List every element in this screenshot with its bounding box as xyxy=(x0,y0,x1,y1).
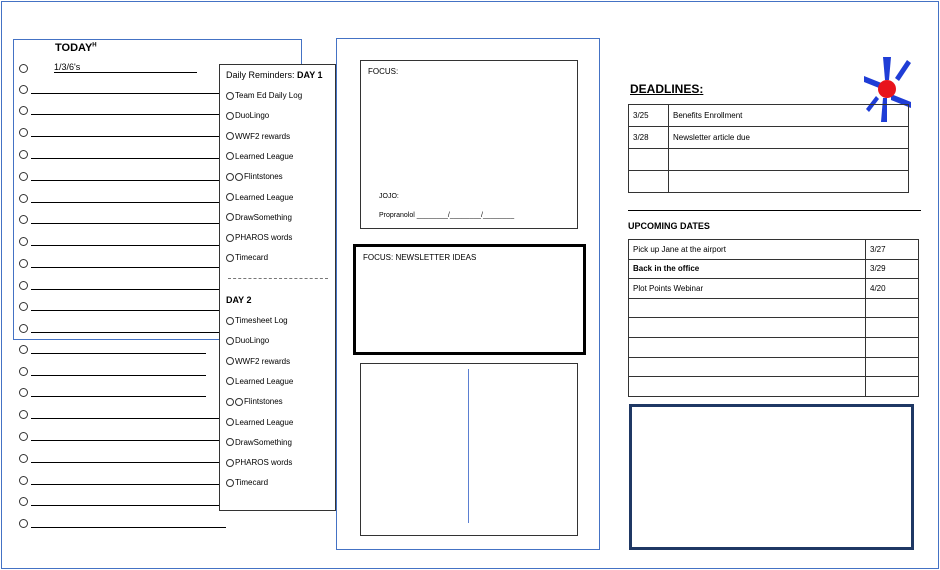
reminder-label: WWF2 rewards xyxy=(235,356,291,366)
today-checkbox[interactable] xyxy=(19,324,28,333)
reminder-item[interactable] xyxy=(226,458,292,467)
checkbox-circle-icon[interactable] xyxy=(226,254,234,262)
upcoming-date xyxy=(866,357,919,377)
today-checkbox[interactable] xyxy=(19,172,28,181)
newsletter-ideas-box xyxy=(353,244,586,355)
today-line xyxy=(31,332,226,333)
upcoming-text xyxy=(629,318,866,338)
reminder-item[interactable] xyxy=(226,397,283,406)
checkbox-circle-icon[interactable] xyxy=(226,357,234,365)
upcoming-date: 4/20 xyxy=(866,279,919,299)
reminder-label: Flintstones xyxy=(244,397,283,407)
deadline-row xyxy=(629,171,909,193)
deadline-text xyxy=(669,171,909,193)
deadline-date xyxy=(629,149,669,171)
checkbox-circle-icon[interactable] xyxy=(226,92,234,100)
checkbox-circle-icon[interactable] xyxy=(235,398,243,406)
reminder-label: Timesheet Log xyxy=(235,316,288,325)
checkbox-circle-icon[interactable] xyxy=(226,152,234,160)
reminder-label: Learned League xyxy=(235,192,294,202)
deadline-text: Benefits Enrollment xyxy=(669,105,909,127)
checkbox-circle-icon[interactable] xyxy=(226,479,234,487)
today-checkbox[interactable] xyxy=(19,497,28,506)
reminder-label: Team Ed Daily Log xyxy=(235,91,303,100)
upcoming-row xyxy=(629,318,919,338)
upcoming-text xyxy=(629,357,866,377)
upcoming-row xyxy=(629,279,919,299)
upcoming-date xyxy=(866,298,919,318)
upcoming-date xyxy=(866,377,919,397)
today-checkbox[interactable] xyxy=(19,106,28,115)
checkbox-circle-icon[interactable] xyxy=(226,132,234,140)
today-checkbox[interactable] xyxy=(19,85,28,94)
blank-notes-box xyxy=(360,363,578,536)
upcoming-row xyxy=(629,298,919,318)
checkbox-circle-icon[interactable] xyxy=(226,193,234,201)
upcoming-text: Pick up Jane at the airport xyxy=(629,240,866,260)
today-checkbox[interactable] xyxy=(19,367,28,376)
today-checkbox[interactable] xyxy=(19,388,28,397)
today-line xyxy=(31,202,226,203)
deadlines-title: DEADLINES: xyxy=(630,82,704,96)
checkbox-circle-icon[interactable] xyxy=(226,173,234,181)
reminder-item[interactable] xyxy=(226,233,292,242)
reminder-label: PHAROS words xyxy=(235,458,293,468)
today-line xyxy=(31,289,226,290)
upcoming-dates-title: UPCOMING DATES xyxy=(628,221,710,231)
today-line xyxy=(31,245,226,246)
reminder-item[interactable] xyxy=(226,357,290,366)
reminder-item[interactable] xyxy=(226,91,302,100)
reminder-label: Timecard xyxy=(235,253,269,263)
reminder-item[interactable] xyxy=(226,111,269,120)
upcoming-row xyxy=(629,240,919,260)
jojo-label: JOJO: xyxy=(379,193,399,200)
today-line xyxy=(31,267,226,268)
reminder-item[interactable] xyxy=(226,336,269,345)
reminder-label: Timecard xyxy=(235,478,269,488)
reminder-item[interactable] xyxy=(226,253,268,262)
checkbox-circle-icon[interactable] xyxy=(226,337,234,345)
deadline-text xyxy=(669,149,909,171)
checkbox-circle-icon[interactable] xyxy=(226,418,234,426)
day-divider xyxy=(228,278,328,279)
day2-header: DAY 2 xyxy=(226,295,252,305)
today-line xyxy=(31,527,226,528)
today-line xyxy=(31,136,226,137)
reminder-label: DuoLingo xyxy=(235,111,270,121)
today-checkbox[interactable] xyxy=(19,454,28,463)
upcoming-date: 3/29 xyxy=(866,259,919,279)
today-checkbox[interactable] xyxy=(19,259,28,268)
checkbox-circle-icon[interactable] xyxy=(226,112,234,120)
upcoming-text xyxy=(629,337,866,357)
today-line xyxy=(31,462,226,463)
reminder-item[interactable] xyxy=(226,193,293,202)
propranolol-line: Propranolol ________/________/________ xyxy=(379,212,515,219)
deadline-text: Newsletter article due xyxy=(669,127,909,149)
today-checkbox[interactable] xyxy=(19,302,28,311)
today-line xyxy=(31,440,226,441)
today-checkbox[interactable] xyxy=(19,410,28,419)
reminder-item[interactable] xyxy=(226,316,288,325)
upcoming-date xyxy=(866,318,919,338)
today-line xyxy=(31,353,206,354)
today-line xyxy=(31,158,226,159)
reminder-label: WWF2 rewards xyxy=(235,131,291,141)
today-checkbox[interactable] xyxy=(19,194,28,203)
vertical-divider xyxy=(468,369,469,523)
today-line xyxy=(31,484,226,485)
reminder-label: DrawSomething xyxy=(235,212,292,222)
today-checkbox[interactable] xyxy=(19,345,28,354)
today-line xyxy=(31,375,206,376)
upcoming-text xyxy=(629,377,866,397)
reminder-label: Learned League xyxy=(235,376,294,386)
reminder-label: DuoLingo xyxy=(235,336,270,346)
upcoming-row xyxy=(629,377,919,397)
upcoming-text xyxy=(629,298,866,318)
upcoming-row xyxy=(629,357,919,377)
reminder-item[interactable] xyxy=(226,438,292,447)
reminder-item[interactable] xyxy=(226,172,283,181)
reminders-header: Daily Reminders: DAY 1 xyxy=(226,70,323,80)
checkbox-circle-icon[interactable] xyxy=(226,459,234,467)
checkbox-circle-icon[interactable] xyxy=(226,234,234,242)
today-line xyxy=(31,505,226,506)
reminder-label: Flintstones xyxy=(244,172,283,182)
today-line xyxy=(31,418,226,419)
deadline-date: 3/25 xyxy=(629,105,669,127)
checkbox-circle-icon[interactable] xyxy=(226,377,234,385)
today-checkbox[interactable] xyxy=(19,281,28,290)
focus-title: FOCUS: xyxy=(368,67,399,76)
today-title: $TODAY^H$ xyxy=(55,42,97,54)
today-checkbox[interactable] xyxy=(19,128,28,137)
today-checkbox[interactable] xyxy=(19,64,28,73)
checkbox-circle-icon[interactable] xyxy=(226,398,234,406)
today-checkbox[interactable] xyxy=(19,476,28,485)
checkbox-circle-icon[interactable] xyxy=(226,438,234,446)
reminder-item[interactable] xyxy=(226,152,293,161)
today-line xyxy=(31,93,226,94)
today-checkbox[interactable] xyxy=(19,519,28,528)
reminder-item[interactable] xyxy=(226,213,292,222)
notes-box xyxy=(629,404,914,550)
newsletter-ideas-title: FOCUS: NEWSLETTER IDEAS xyxy=(363,253,477,262)
reminder-label: Learned League xyxy=(235,417,294,427)
today-checkbox[interactable] xyxy=(19,150,28,159)
daily-reminders-panel xyxy=(219,64,336,511)
today-line xyxy=(31,180,226,181)
deadline-row xyxy=(629,127,909,149)
checkbox-circle-icon[interactable] xyxy=(226,317,234,325)
today-checkbox[interactable] xyxy=(19,215,28,224)
checkbox-circle-icon[interactable] xyxy=(226,213,234,221)
upcoming-text: Plot Points Webinar xyxy=(629,279,866,299)
today-line xyxy=(54,72,197,73)
upcoming-date: 3/27 xyxy=(866,240,919,260)
reminder-item[interactable] xyxy=(226,418,293,427)
today-line xyxy=(31,114,226,115)
upcoming-row xyxy=(629,337,919,357)
focus-box xyxy=(360,60,578,229)
upcoming-date xyxy=(866,337,919,357)
upcoming-dates-table xyxy=(628,239,919,397)
reminder-label: Learned League xyxy=(235,151,294,161)
deadline-row xyxy=(629,149,909,171)
section-rule xyxy=(628,210,921,211)
today-checkbox[interactable] xyxy=(19,432,28,441)
deadline-date xyxy=(629,171,669,193)
deadline-row xyxy=(629,105,909,127)
deadlines-table xyxy=(628,104,909,193)
checkbox-circle-icon[interactable] xyxy=(235,173,243,181)
today-line xyxy=(31,223,226,224)
reminder-label: PHAROS words xyxy=(235,233,293,243)
today-checkbox[interactable] xyxy=(19,237,28,246)
upcoming-row xyxy=(629,259,919,279)
reminder-item[interactable] xyxy=(226,377,293,386)
reminder-label: DrawSomething xyxy=(235,437,292,447)
today-line xyxy=(31,310,226,311)
today-date: 1/3/6's xyxy=(54,62,81,72)
today-line xyxy=(31,396,206,397)
reminder-item[interactable] xyxy=(226,132,290,141)
deadline-date: 3/28 xyxy=(629,127,669,149)
reminder-item[interactable] xyxy=(226,478,268,487)
upcoming-text: Back in the office xyxy=(629,259,866,279)
